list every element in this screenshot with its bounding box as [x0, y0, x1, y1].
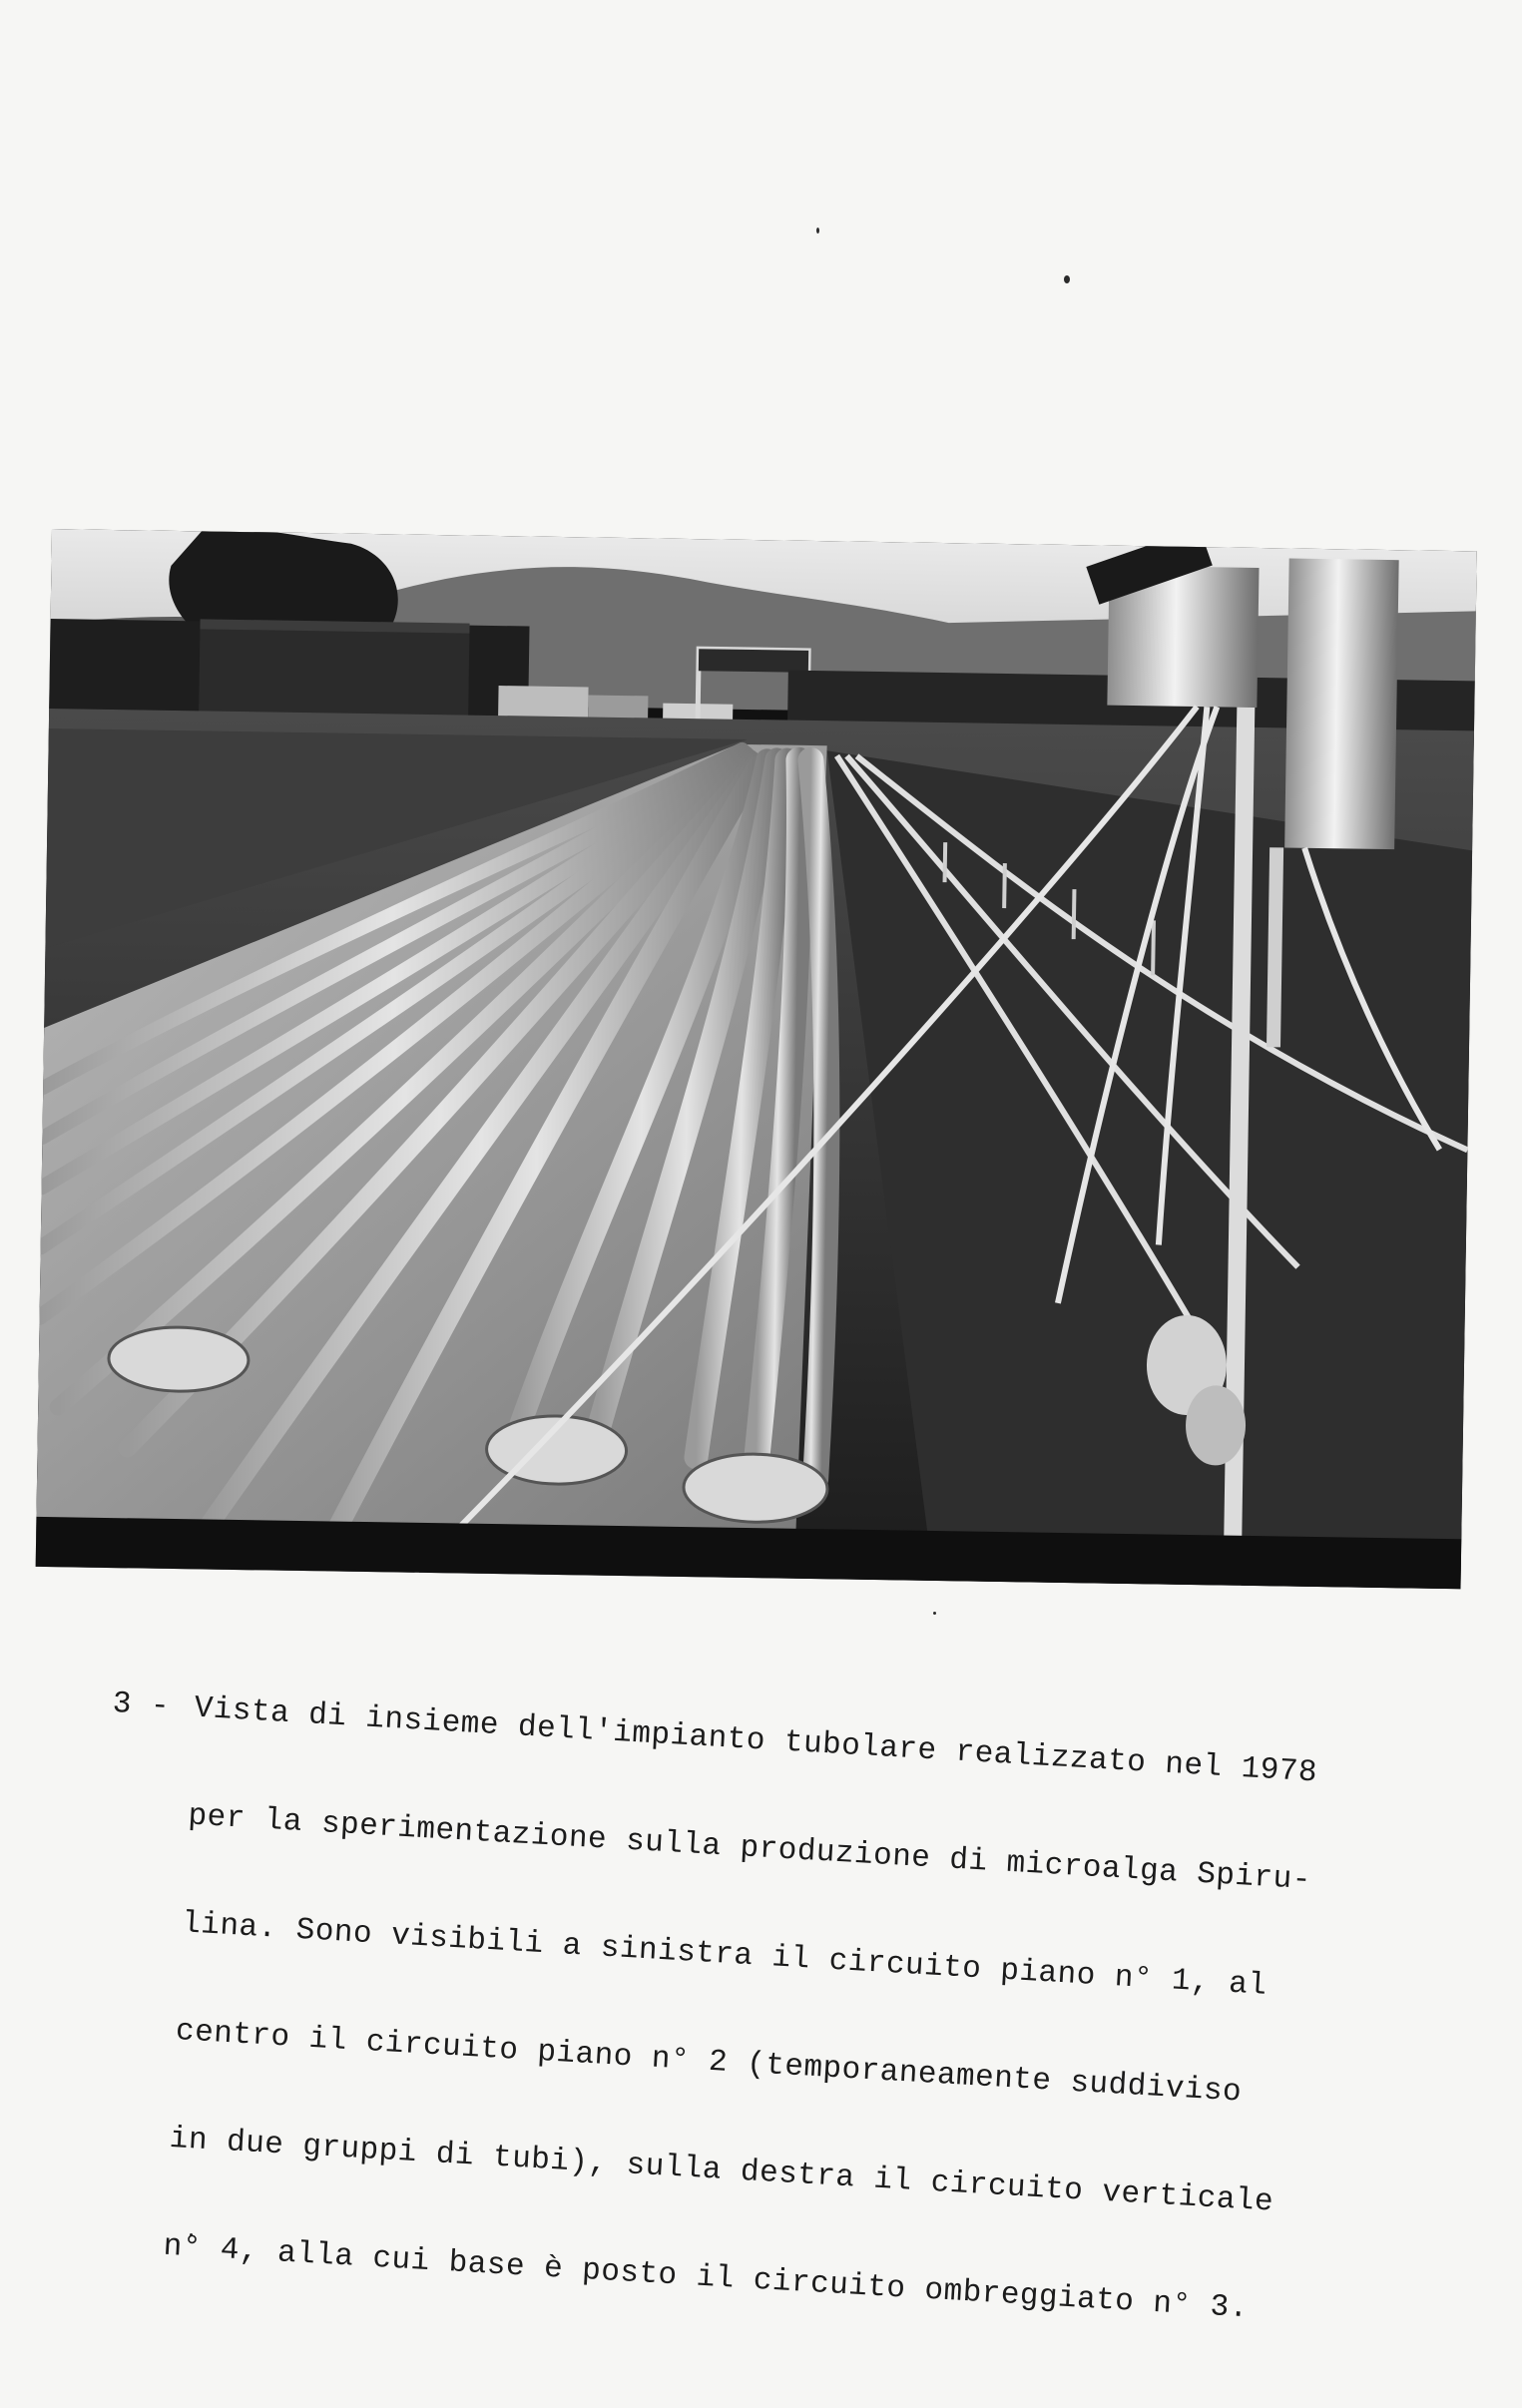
- photograph-illustration: [36, 529, 1477, 1589]
- scan-speck: [816, 228, 819, 234]
- caption-line-text: Vista di insieme dell'impianto tubolare realizzato nel 1978: [193, 1690, 1318, 1791]
- caption-line-3: [99, 1902, 1416, 2014]
- caption-line-text: centro il circuito piano n° 2 (temporaneamente suddiviso: [175, 2014, 1244, 2111]
- caption-line-text: in due gruppi di tubi), sulla destra il circuito verticale: [168, 2121, 1274, 2220]
- caption-line-5: [87, 2117, 1404, 2228]
- plant-photograph: [36, 529, 1477, 1589]
- figure-number: 3 -: [111, 1686, 172, 1725]
- caption-line-text: per la sperimentazione sulla produzione di microalga Spiru-: [187, 1798, 1312, 1899]
- figure-caption: [77, 1615, 1433, 2408]
- scan-speck: [933, 1612, 936, 1615]
- scan-speck: [1064, 275, 1070, 283]
- caption-line-text: n° 4, alla cui base è posto il circuito ombreggiato n° 3.: [162, 2228, 1250, 2327]
- caption-line-text: lina. Sono visibili a sinistra il circuito piano n° 1, al: [181, 1906, 1268, 2004]
- caption-line-4: [93, 2009, 1410, 2121]
- caption-line-6: [81, 2224, 1398, 2336]
- caption-line-1: [112, 1686, 1429, 1798]
- caption-line-2: [106, 1794, 1423, 1906]
